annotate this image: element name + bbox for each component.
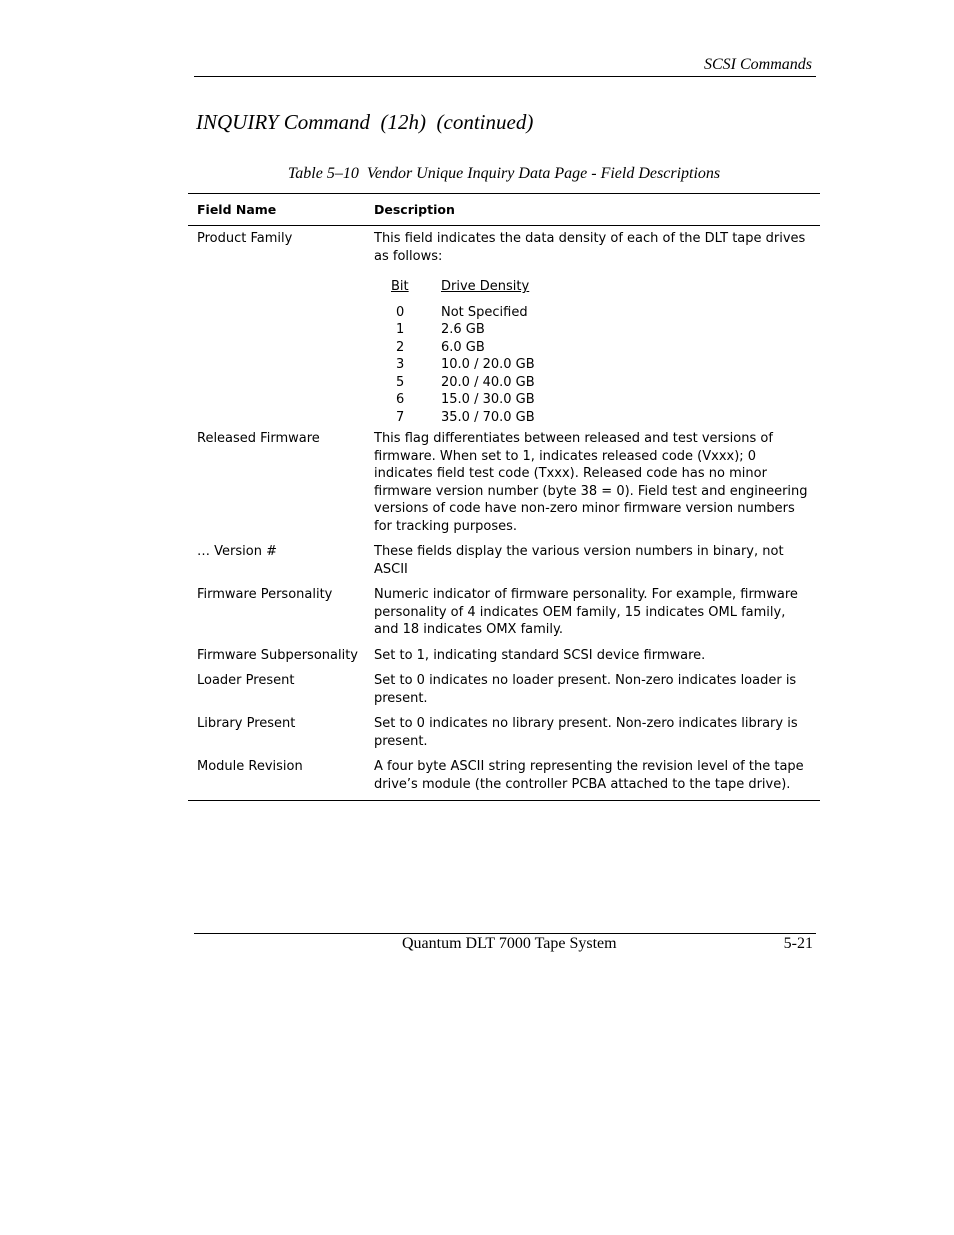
density-row [391,339,808,357]
page-number: 5-21 [783,935,813,952]
bit-value: 2 [396,339,405,355]
field-name: Library Present [197,716,296,731]
density-row [391,409,808,427]
density-value: 6.0 GB [441,339,485,355]
bit-value: 0 [396,304,405,320]
table-body [188,226,820,800]
header-rule [194,76,816,77]
footer-rule [194,933,816,934]
table-row [188,430,820,535]
header-field-name: Field Name [197,201,277,217]
field-name: Firmware Subpersonality [197,647,358,663]
table-row [188,230,820,426]
density-row [391,304,808,322]
field-name: Product Family [197,231,293,246]
field-description [374,230,820,426]
footer-title: Quantum DLT 7000 Tape System [402,935,617,952]
field-name: Firmware Personality [197,587,333,602]
header-description: Description [374,201,455,217]
table-header-row [188,194,820,226]
table-row [188,715,820,750]
density-row [391,374,808,392]
table-caption: Table 5–10 Vendor Unique Inquiry Data Page - Field Descriptions [287,165,721,182]
density-value: 20.0 / 40.0 GB [441,374,535,390]
bit-value: 6 [396,392,405,407]
field-description: A four byte ASCII string representing the revision level of the tape drive’s module (the controller PCBA attached to the tape drive). [374,759,804,792]
density-row [391,356,808,374]
bit-value: 3 [396,357,405,372]
density-value: 15.0 / 30.0 GB [441,392,535,407]
density-row [391,321,808,339]
table-row [188,543,820,578]
field-description: Set to 1, indicating standard SCSI device firmware. [374,647,706,663]
table-row [188,586,820,639]
field-name: … Version # [197,544,277,559]
field-description: Numeric indicator of firmware personality. For example, firmware personality of 4 indicates OEM family, 15 indicates OML family, and 18 indicates OMX family. [374,587,798,637]
field-descriptions-table [188,193,820,801]
bit-value: 5 [396,374,405,390]
description-text: This field indicates the data density of each of the DLT tape drives as follows: [374,231,806,264]
bit-value: 1 [396,322,405,337]
field-description: Set to 0 indicates no library present. Non-zero indicates library is present. [374,716,798,749]
density-value: 10.0 / 20.0 GB [441,357,535,372]
field-name: Released Firmware [197,431,320,446]
bit-value: 7 [396,409,405,425]
field-description: Set to 0 indicates no loader present. Non-zero indicates loader is present. [374,673,797,706]
table-row [188,758,820,793]
field-name: Module Revision [197,759,303,774]
field-description: This flag differentiates between released and test versions of firmware. When set to 1, indicates released code (Vxxx); 0 indicates field test code (Txxx). Released code has no minor firmware version number (byte 38 = 0). Field test and engineering versions of code have non-zero minor firmware version numbers for tracking purposes. [374,431,808,534]
field-description: These fields display the various version numbers in binary, not ASCII [374,544,784,577]
density-subtable-header [391,278,808,296]
table-row [188,647,820,665]
density-value: Not Specified [441,304,528,320]
density-subtable [391,278,808,426]
density-value: 35.0 / 70.0 GB [441,409,535,425]
field-name: Loader Present [197,673,295,688]
running-head: SCSI Commands [703,56,812,73]
table-row [188,672,820,707]
density-value: 2.6 GB [441,322,485,337]
density-row [391,391,808,409]
section-title: INQUIRY Command (12h) (continued) [196,110,534,134]
drive-density-header: Drive Density [441,279,530,294]
bit-header: Bit [391,279,409,294]
